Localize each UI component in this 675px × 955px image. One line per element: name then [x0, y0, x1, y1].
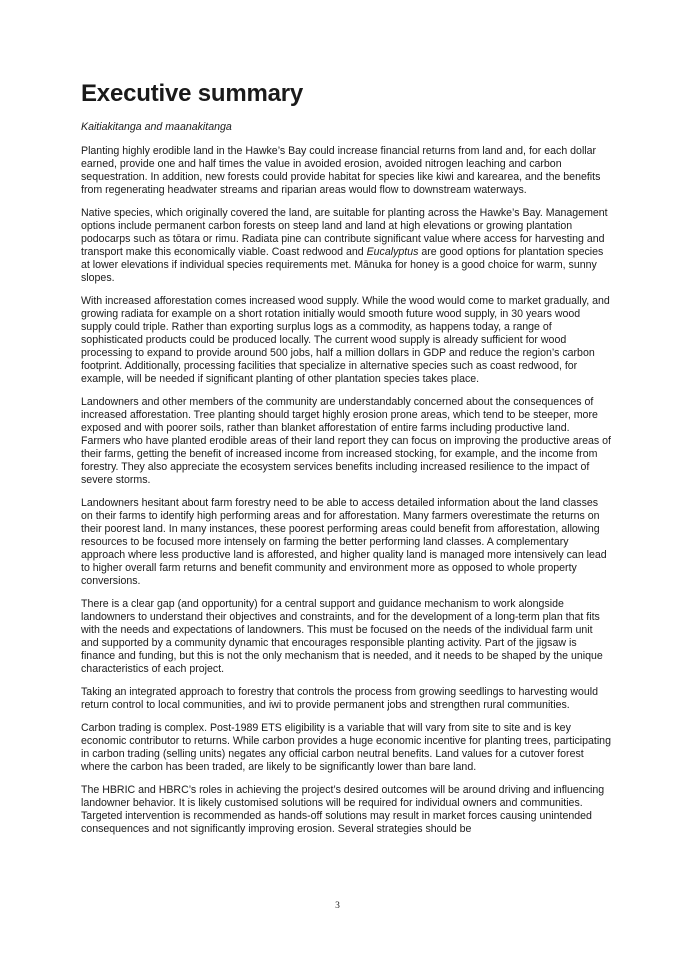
paragraph [81, 145, 611, 197]
page-title: Executive summary [81, 80, 304, 107]
paragraph-text: Landowners and other members of the community are understandably concerned about the consequences of increased afforestation. Tree planting should target highly erosion prone areas, which tend to be steeper, more exposed and with poorer soils, rather than blanket afforestation of entire farms including productive land. Farmers who have planted erodible areas of their land report they can focus on improving the productive areas of their farms, getting the benefit of increased income from increased stocking, for example, and the income from forestry. They also appreciate the ecosystem services benefits including increased resilience to the impact of severe storms. [81, 396, 611, 486]
paragraph-text: Landowners hesitant about farm forestry need to be able to access detailed information about the land classes on their farms to identify high performing areas and for afforestation. Many farmers overestimate the returns on their poorest land. In many instances, these poorest performing areas could benefit from afforestation, allowing resources to be focused more intensely on farming the better performing land classes. A complementary approach where less productive land is afforested, and higher quality land is managed more intensively can lead to higher overall farm returns and benefit community and environment more as opposed to whole property conversions. [81, 497, 607, 587]
page-subtitle: Kaitiakitanga and maanakitanga [81, 121, 232, 133]
paragraph-text: Native species, which originally covered the land, are suitable for planting across the Hawke’s Bay. Management options include permanent carbon forests on steep land and land at high elevations or growing plantation podocarps such as tōtara or rimu. Radiata pine can contribute significant value where access for harvesting and transport make this economically viable. Coast redwood and [81, 207, 608, 258]
paragraph-text: Carbon trading is complex. Post-1989 ETS eligibility is a variable that will vary from site to site and is key economic contributor to returns. While carbon provides a huge economic incentive for planting trees, participating in carbon trading (selling units) negates any official carbon neutral benefits. Land values for a cutover forest where the carbon has been traded, are likely to be significantly lower than bare land. [81, 722, 611, 773]
paragraph-text: Taking an integrated approach to forestry that controls the process from growing seedlings to harvesting would return control to local communities, and iwi to provide permanent jobs and strengthen rural communities. [81, 686, 599, 711]
paragraph [81, 207, 611, 285]
paragraph-text: are good options for plantation species at lower elevations if individual species requirements met. Mānuka for honey is a good choice for warm, sunny slopes. [81, 246, 604, 284]
paragraph-text: With increased afforestation comes increased wood supply. While the wood would come to market gradually, and growing radiata for example on a short rotation initially would smooth future wood supply, in 30 years wood supply could triple. Rather than exporting surplus logs as a commodity, as happens today, a range of sophisticated products could be produced locally. The current wood supply is already sufficient for wood processing to expand to provide around 500 jobs, half a million dollars in GDP and reduce the region’s carbon footprint. Additionally, processing facilities that specialize in alternative species such as coast redwood, for example, will be needed if significant planting of other plantation species takes place. [81, 295, 610, 385]
paragraph [81, 497, 611, 588]
paragraph [81, 396, 611, 487]
paragraph [81, 784, 611, 836]
paragraph [81, 686, 611, 712]
page-number: 3 [335, 901, 340, 911]
species-name-italic: Eucalyptus [366, 246, 419, 258]
paragraph-text: The HBRIC and HBRC’s roles in achieving the project’s desired outcomes will be around driving and influencing landowner behavior. It is likely customised solutions will be required for individual owners and communities. Targeted intervention is recommended as hands-off solutions may result in market forces causing unintended consequences and not significantly improving erosion. Several strategies should be [81, 784, 605, 835]
body-text [81, 145, 611, 836]
paragraph-text: Planting highly erodible land in the Hawke’s Bay could increase financial returns from land and, for each dollar earned, provide one and half times the value in avoided erosion, avoided nitrogen leaching and carbon sequestration. In addition, new forests could provide habitat for species like kiwi and karearea, and the benefits from regenerating headwater streams and riparian areas would flow to downstream waterways. [81, 145, 601, 196]
paragraph [81, 598, 611, 676]
paragraph-text: There is a clear gap (and opportunity) for a central support and guidance mechanism to work alongside landowners to understand their objectives and constraints, and for the development of a long-term plan that fits with the needs and expectations of landowners. This must be focused on the needs of the individual farm unit and supported by a community dynamic that encourages responsible planting activity. Part of the jigsaw is finance and funding, but this is not the only mechanism that is needed, and it needs to be shaped by the unique characteristics of each project. [81, 598, 603, 675]
paragraph [81, 295, 611, 386]
paragraph [81, 722, 611, 774]
